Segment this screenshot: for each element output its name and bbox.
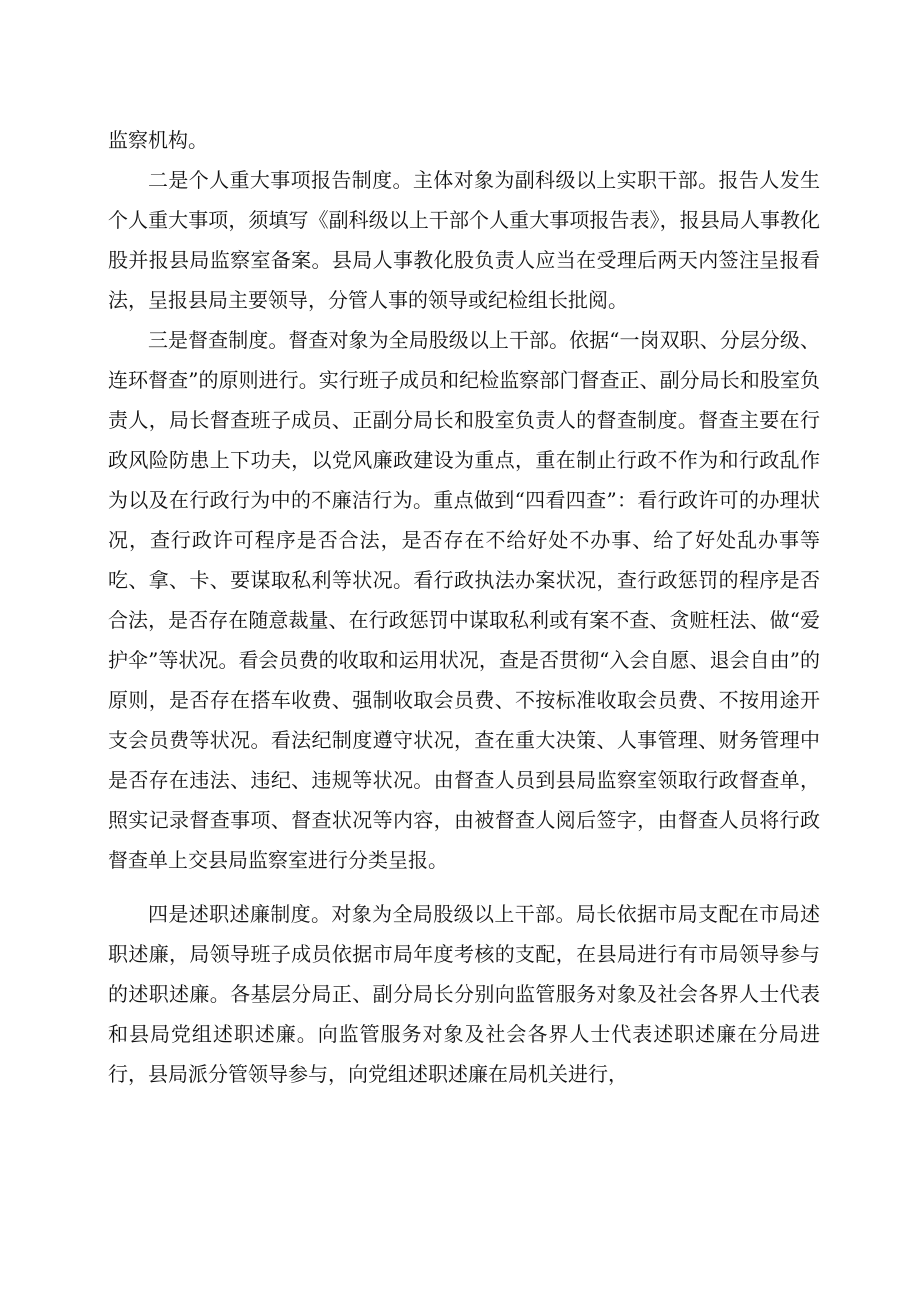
document-body	[108, 120, 820, 1094]
paragraph-supervision-system: 三是督查制度。督查对象为全局股级以上干部。依据“一岗双职、分层分级、连环督查”的原则进行。实行班子成员和纪检监察部门督查正、副分局长和股室负责人，局长督查班子成员、正副分局长和股室负责人的督查制度。督查主要在行政风险防患上下功夫，以党风廉政建设为重点，重在制止行政不作为和行政乱作为以及在行政行为中的不廉洁行为。重点做到“四看四查”：看行政许可的办理状况，查行政许可程序是否合法，是否存在不给好处不办事、给了好处乱办事等吃、拿、卡、要谋取私利等状况。看行政执法办案状况，查行政惩罚的程序是否合法，是否存在随意裁量、在行政惩罚中谋取私利或有案不查、贪赃枉法、做“爱护伞”等状况。看会员费的收取和运用状况，查是否贯彻“入会自愿、退会自由”的原则，是否存在搭车收费、强制收取会员费、不按标准收取会员费、不按用途开支会员费等状况。看法纪制度遵守状况，查在重大决策、人事管理、财务管理中是否存在违法、违纪、违规等状况。由督查人员到县局监察室领取行政督查单，照实记录督查事项、督查状况等内容，由被督查人阅后签字，由督查人员将行政督查单上交县局监察室进行分类呈报。	[108, 328, 820, 872]
paragraph-continuation: 监察机构。	[108, 128, 208, 152]
paragraph-personal-matters-reporting: 二是个人重大事项报告制度。主体对象为副科级以上实职干部。报告人发生个人重大事项，须填写《副科级以上干部个人重大事项报告表》，报县局人事教化股并报县局监察室备案。县局人事教化股负责人应当在受理后两天内签注呈报看法，呈报县局主要领导，分管人事的领导或纪检组长批阅。	[108, 168, 820, 312]
paragraph-duty-and-integrity-report: 四是述职述廉制度。对象为全局股级以上干部。局长依据市局支配在市局述职述廉，局领导班子成员依据市局年度考核的支配，在县局进行有市局领导参与的述职述廉。各基层分局正、副分局长分别向监管服务对象及社会各界人士代表和县局党组述职述廉。向监管服务对象及社会各界人士代表述职述廉在分局进行，县局派分管领导参与，向党组述职述廉在局机关进行，	[108, 902, 820, 1086]
